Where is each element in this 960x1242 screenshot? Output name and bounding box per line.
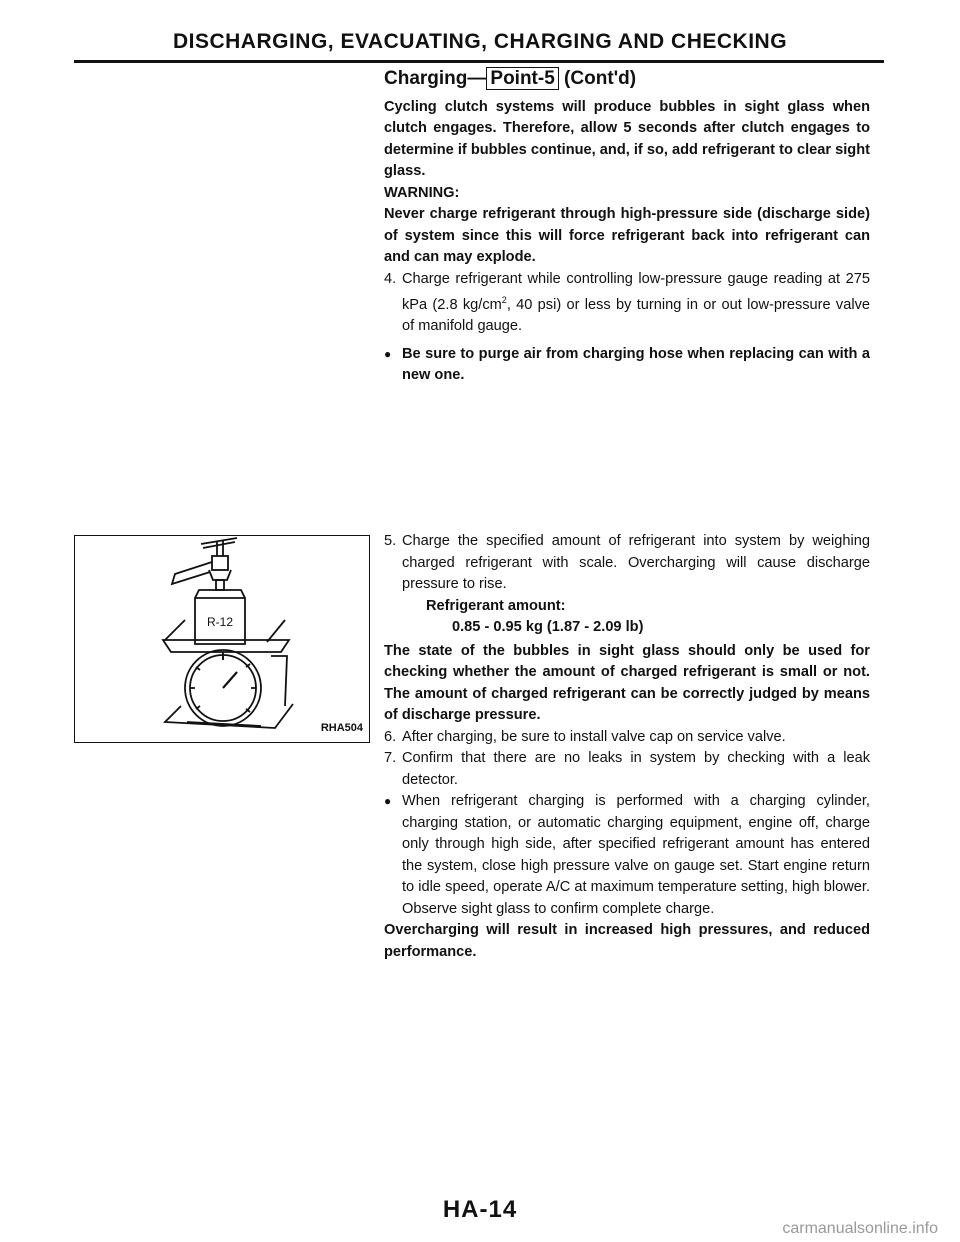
step-4-text-b: , 40 psi) or less by turning in or out low-pressure valve of manifold gauge. bbox=[402, 296, 870, 335]
step-5-number: 5. bbox=[384, 533, 397, 549]
scale-can-figure bbox=[74, 535, 370, 743]
step-7 bbox=[384, 748, 870, 791]
page-number: HA-14 bbox=[442, 1196, 518, 1223]
section-title-prefix: Charging— bbox=[384, 68, 487, 89]
step-5-text: Charge the specified amount of refrigerant into system by weighing charged refrigerant with scale. Overcharging will cause discharge pressure to rise. bbox=[402, 533, 870, 592]
bullet-dot-icon: ● bbox=[384, 794, 392, 808]
step-4 bbox=[384, 269, 870, 338]
step-4-number: 4. bbox=[384, 270, 397, 287]
section-title-suffix: (Cont'd) bbox=[558, 68, 637, 89]
lower-column bbox=[384, 531, 870, 963]
step-6 bbox=[384, 727, 870, 749]
page-header: DISCHARGING, EVACUATING, CHARGING AND CHECKING bbox=[172, 30, 788, 53]
step-7-number: 7. bbox=[384, 750, 397, 766]
bubbles-note: The state of the bubbles in sight glass should only be used for checking whether the amount of charged refrigerant is small or not. The amount of charged refrigerant can be correctly judged by means of discharge pressure. bbox=[384, 642, 870, 723]
bullet-charging-equipment-text: When refrigerant charging is performed with a charging cylinder, charging station, or automatic charging equipment, engine off, charge only through high side, after specified refrigerant amount has entered the system, close high pressure valve on gauge set. Start engine return to idle speed, operate A/C at maximum temperature setting, high blower. Observe sight glass to confirm complete charge. bbox=[402, 793, 870, 917]
bullet-charging-equipment bbox=[384, 791, 870, 920]
overcharging-closing: Overcharging will result in increased high pressures, and reduced performance. bbox=[384, 922, 870, 960]
step-4-text bbox=[402, 269, 870, 338]
step-6-text: After charging, be sure to install valve cap on service valve. bbox=[402, 728, 786, 745]
section-title-point: Point-5 bbox=[486, 67, 558, 90]
step-4-text-a: Charge refrigerant while controlling low-pressure gauge reading at 275 kPa (2.8 kg/cm bbox=[402, 270, 870, 313]
warning-text: Never charge refrigerant through high-pressure side (discharge side) of system since this will force refrigerant back into refrigerant can and can may explode. bbox=[384, 206, 870, 265]
bullet-purge-air bbox=[384, 344, 870, 387]
section-title bbox=[384, 68, 870, 90]
step-6-number: 6. bbox=[384, 728, 397, 745]
cycling-clutch-paragraph: Cycling clutch systems will produce bubbles in sight glass when clutch engages. Therefore, allow 5 seconds after clutch engages to determine if bubbles continue, and, if so, add refrigerant to clear sight glass. bbox=[384, 98, 870, 179]
figure-code: RHA504 bbox=[320, 722, 363, 734]
header-rule bbox=[74, 60, 884, 63]
step-5 bbox=[384, 531, 870, 596]
refrigerant-amount-label: Refrigerant amount: bbox=[426, 597, 566, 614]
warning-label: WARNING: bbox=[384, 184, 460, 201]
bullet-dot-icon: ● bbox=[384, 346, 392, 361]
upper-column bbox=[384, 68, 870, 387]
scale-can-illustration bbox=[75, 536, 371, 744]
can-label: R-12 bbox=[207, 615, 234, 629]
watermark: carmanualsonline.info bbox=[782, 1220, 938, 1237]
step-7-text: Confirm that there are no leaks in system by checking with a leak detector. bbox=[402, 750, 870, 788]
refrigerant-amount-value: 0.85 - 0.95 kg (1.87 - 2.09 lb) bbox=[452, 619, 644, 635]
step-4-superscript: 2 bbox=[501, 295, 507, 305]
bullet-purge-air-text: Be sure to purge air from charging hose when replacing can with a new one. bbox=[402, 345, 870, 384]
